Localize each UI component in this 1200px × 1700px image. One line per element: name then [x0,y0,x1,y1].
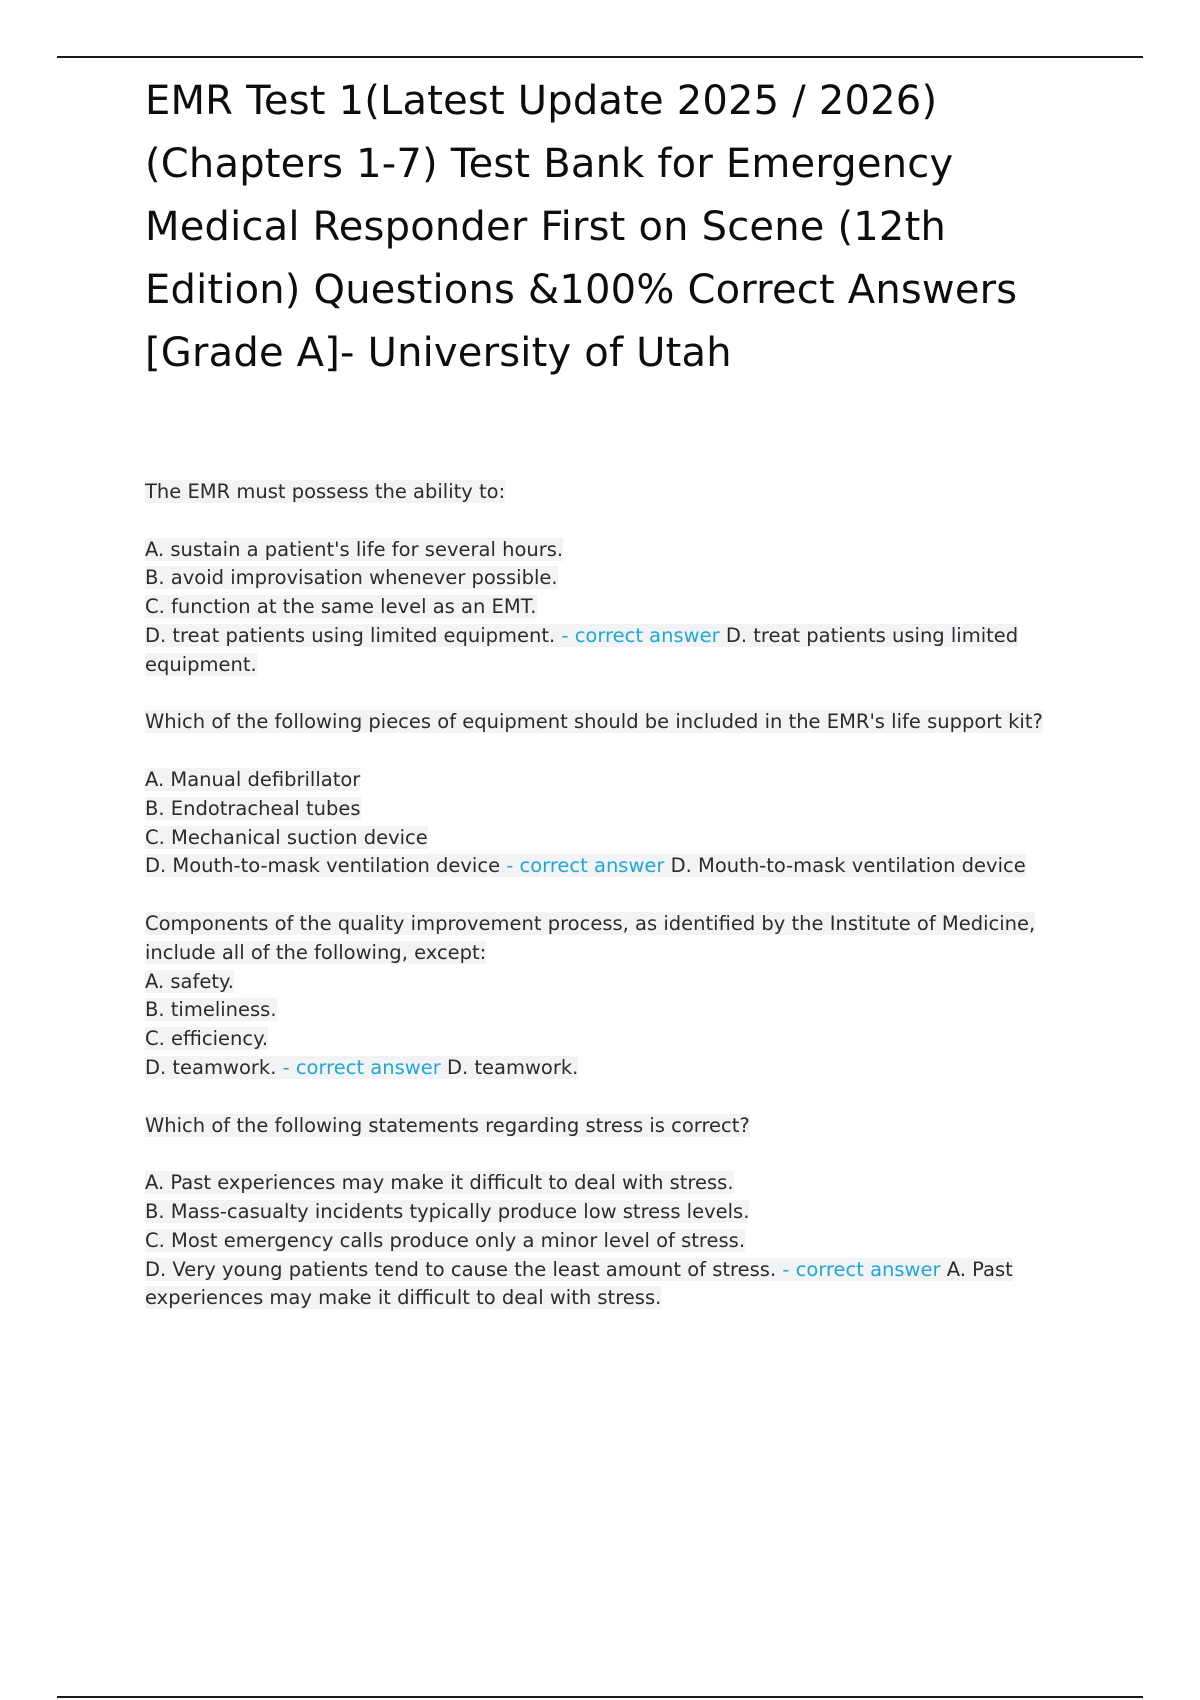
answer-option: C. Most emergency calls produce only a minor level of stress. [145,1228,746,1252]
correct-answer-text: D. teamwork. [446,1055,579,1079]
correct-answer-marker: - correct answer [782,1257,941,1281]
correct-answer-marker: - correct answer [282,1055,441,1079]
bottom-divider [57,1696,1143,1698]
correct-answer-text: D. treat patients using limited equipment. [145,623,1019,676]
answer-option: A. Manual defibrillator [145,767,361,791]
answer-option: A. sustain a patient's life for several hours. [145,537,564,561]
question-list [145,478,1105,1313]
correct-answer-marker: - correct answer [506,854,665,878]
answer-option: B. avoid improvisation whenever possible. [145,566,558,590]
answer-option: D. Mouth-to-mask ventilation device [145,854,501,878]
answer-option: B. Mass-casualty incidents typically produce low stress levels. [145,1199,750,1223]
answer-option: C. efficiency. [145,1027,269,1051]
answer-option: B. timeliness. [145,998,277,1022]
question-item [145,910,1105,1083]
question-prompt: Which of the following pieces of equipment should be included in the EMR's life support kit? [145,710,1043,734]
answer-option: A. Past experiences may make it difficult to deal with stress. [145,1171,734,1195]
correct-answer-text: A. Past experiences may make it difficult to deal with stress. [145,1257,1013,1310]
question-item [145,478,1105,680]
correct-answer-text: D. Mouth-to-mask ventilation device [670,854,1026,878]
top-divider [57,56,1143,58]
question-item [145,1112,1105,1314]
answer-option: D. teamwork. [145,1055,277,1079]
document-title: EMR Test 1(Latest Update 2025 / 2026) (Chapters 1-7) Test Bank for Emergency Medical Responder First on Scene (12th Edition) Questions &100% Correct Answers [Grade A]- University of Utah [145,78,1018,376]
answer-option: C. Mechanical suction device [145,825,428,849]
correct-answer-marker: - correct answer [561,623,720,647]
question-prompt: Components of the quality improvement process, as identified by the Institute of Medicine, include all of the following, except: [145,911,1036,964]
question-prompt: Which of the following statements regarding stress is correct? [145,1113,750,1137]
page-content [145,70,1105,1342]
answer-option: D. Very young patients tend to cause the least amount of stress. [145,1257,777,1281]
question-prompt: The EMR must possess the ability to: [145,480,506,503]
answer-option: C. function at the same level as an EMT. [145,595,537,619]
answer-option: B. Endotracheal tubes [145,796,361,820]
answer-option: A. safety. [145,969,234,993]
question-item [145,708,1105,881]
answer-option: D. treat patients using limited equipment. [145,623,556,647]
